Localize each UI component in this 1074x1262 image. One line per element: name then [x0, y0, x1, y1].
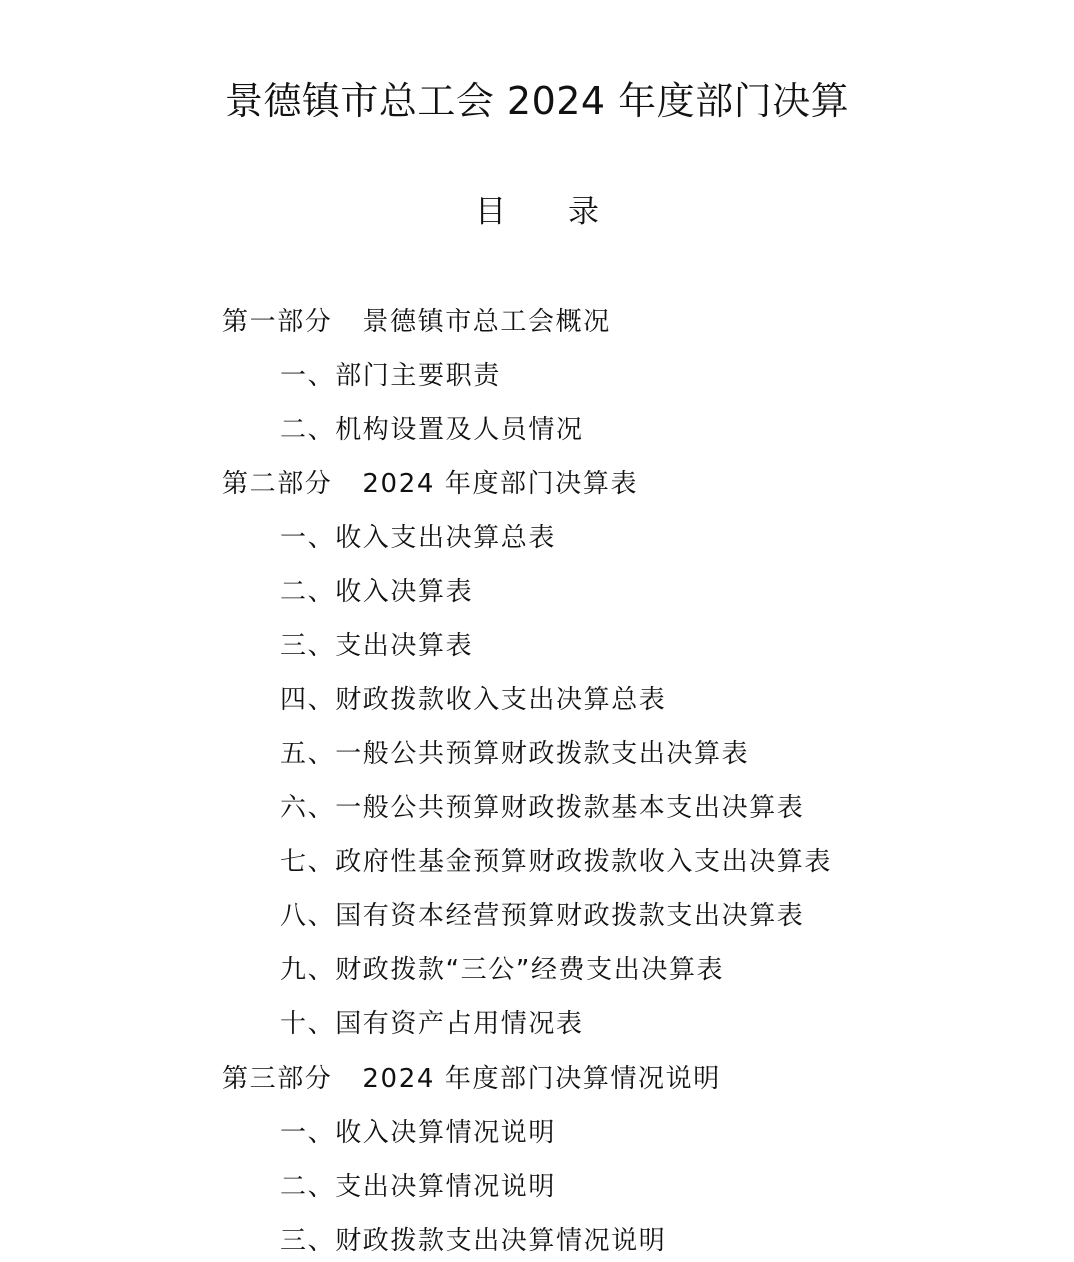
toc-item: 四、财政拨款收入支出决算总表	[280, 685, 667, 715]
toc-part-label: 第一部分	[222, 307, 333, 337]
toc-item: 七、政府性基金预算财政拨款收入支出决算表	[280, 847, 833, 877]
toc-part-label: 第三部分	[222, 1064, 333, 1094]
toc-item: 二、支出决算情况说明	[280, 1172, 557, 1202]
toc-part-title: 景德镇市总工会概况	[362, 307, 611, 337]
document-title: 景德镇市总工会 2024 年度部门决算	[224, 79, 850, 123]
toc-item: 九、财政拨款“三公”经费支出决算表	[280, 955, 725, 985]
toc-part-2	[222, 464, 638, 504]
toc-item: 三、财政拨款支出决算情况说明	[280, 1226, 667, 1256]
toc-part-1	[222, 302, 611, 342]
toc-part-label: 第二部分	[222, 469, 333, 499]
toc-part-title: 2024 年度部门决算表	[362, 469, 639, 499]
toc-item: 一、收入支出决算总表	[280, 523, 557, 553]
toc-item: 一、部门主要职责	[280, 361, 501, 391]
toc-part-3	[222, 1059, 721, 1099]
toc-item: 六、一般公共预算财政拨款基本支出决算表	[280, 793, 805, 823]
toc-heading-char-2: 录	[568, 194, 599, 230]
toc-item: 一、收入决算情况说明	[280, 1118, 557, 1148]
toc-item: 二、机构设置及人员情况	[280, 415, 584, 445]
toc-item: 二、收入决算表	[280, 577, 474, 607]
toc-part-title: 2024 年度部门决算情况说明	[362, 1064, 721, 1094]
toc-item: 五、一般公共预算财政拨款支出决算表	[280, 739, 750, 769]
toc-item: 八、国有资本经营预算财政拨款支出决算表	[280, 901, 805, 931]
toc-item: 三、支出决算表	[280, 631, 474, 661]
toc-heading-char-1: 目	[475, 194, 506, 230]
toc-item: 十、国有资产占用情况表	[280, 1009, 584, 1039]
